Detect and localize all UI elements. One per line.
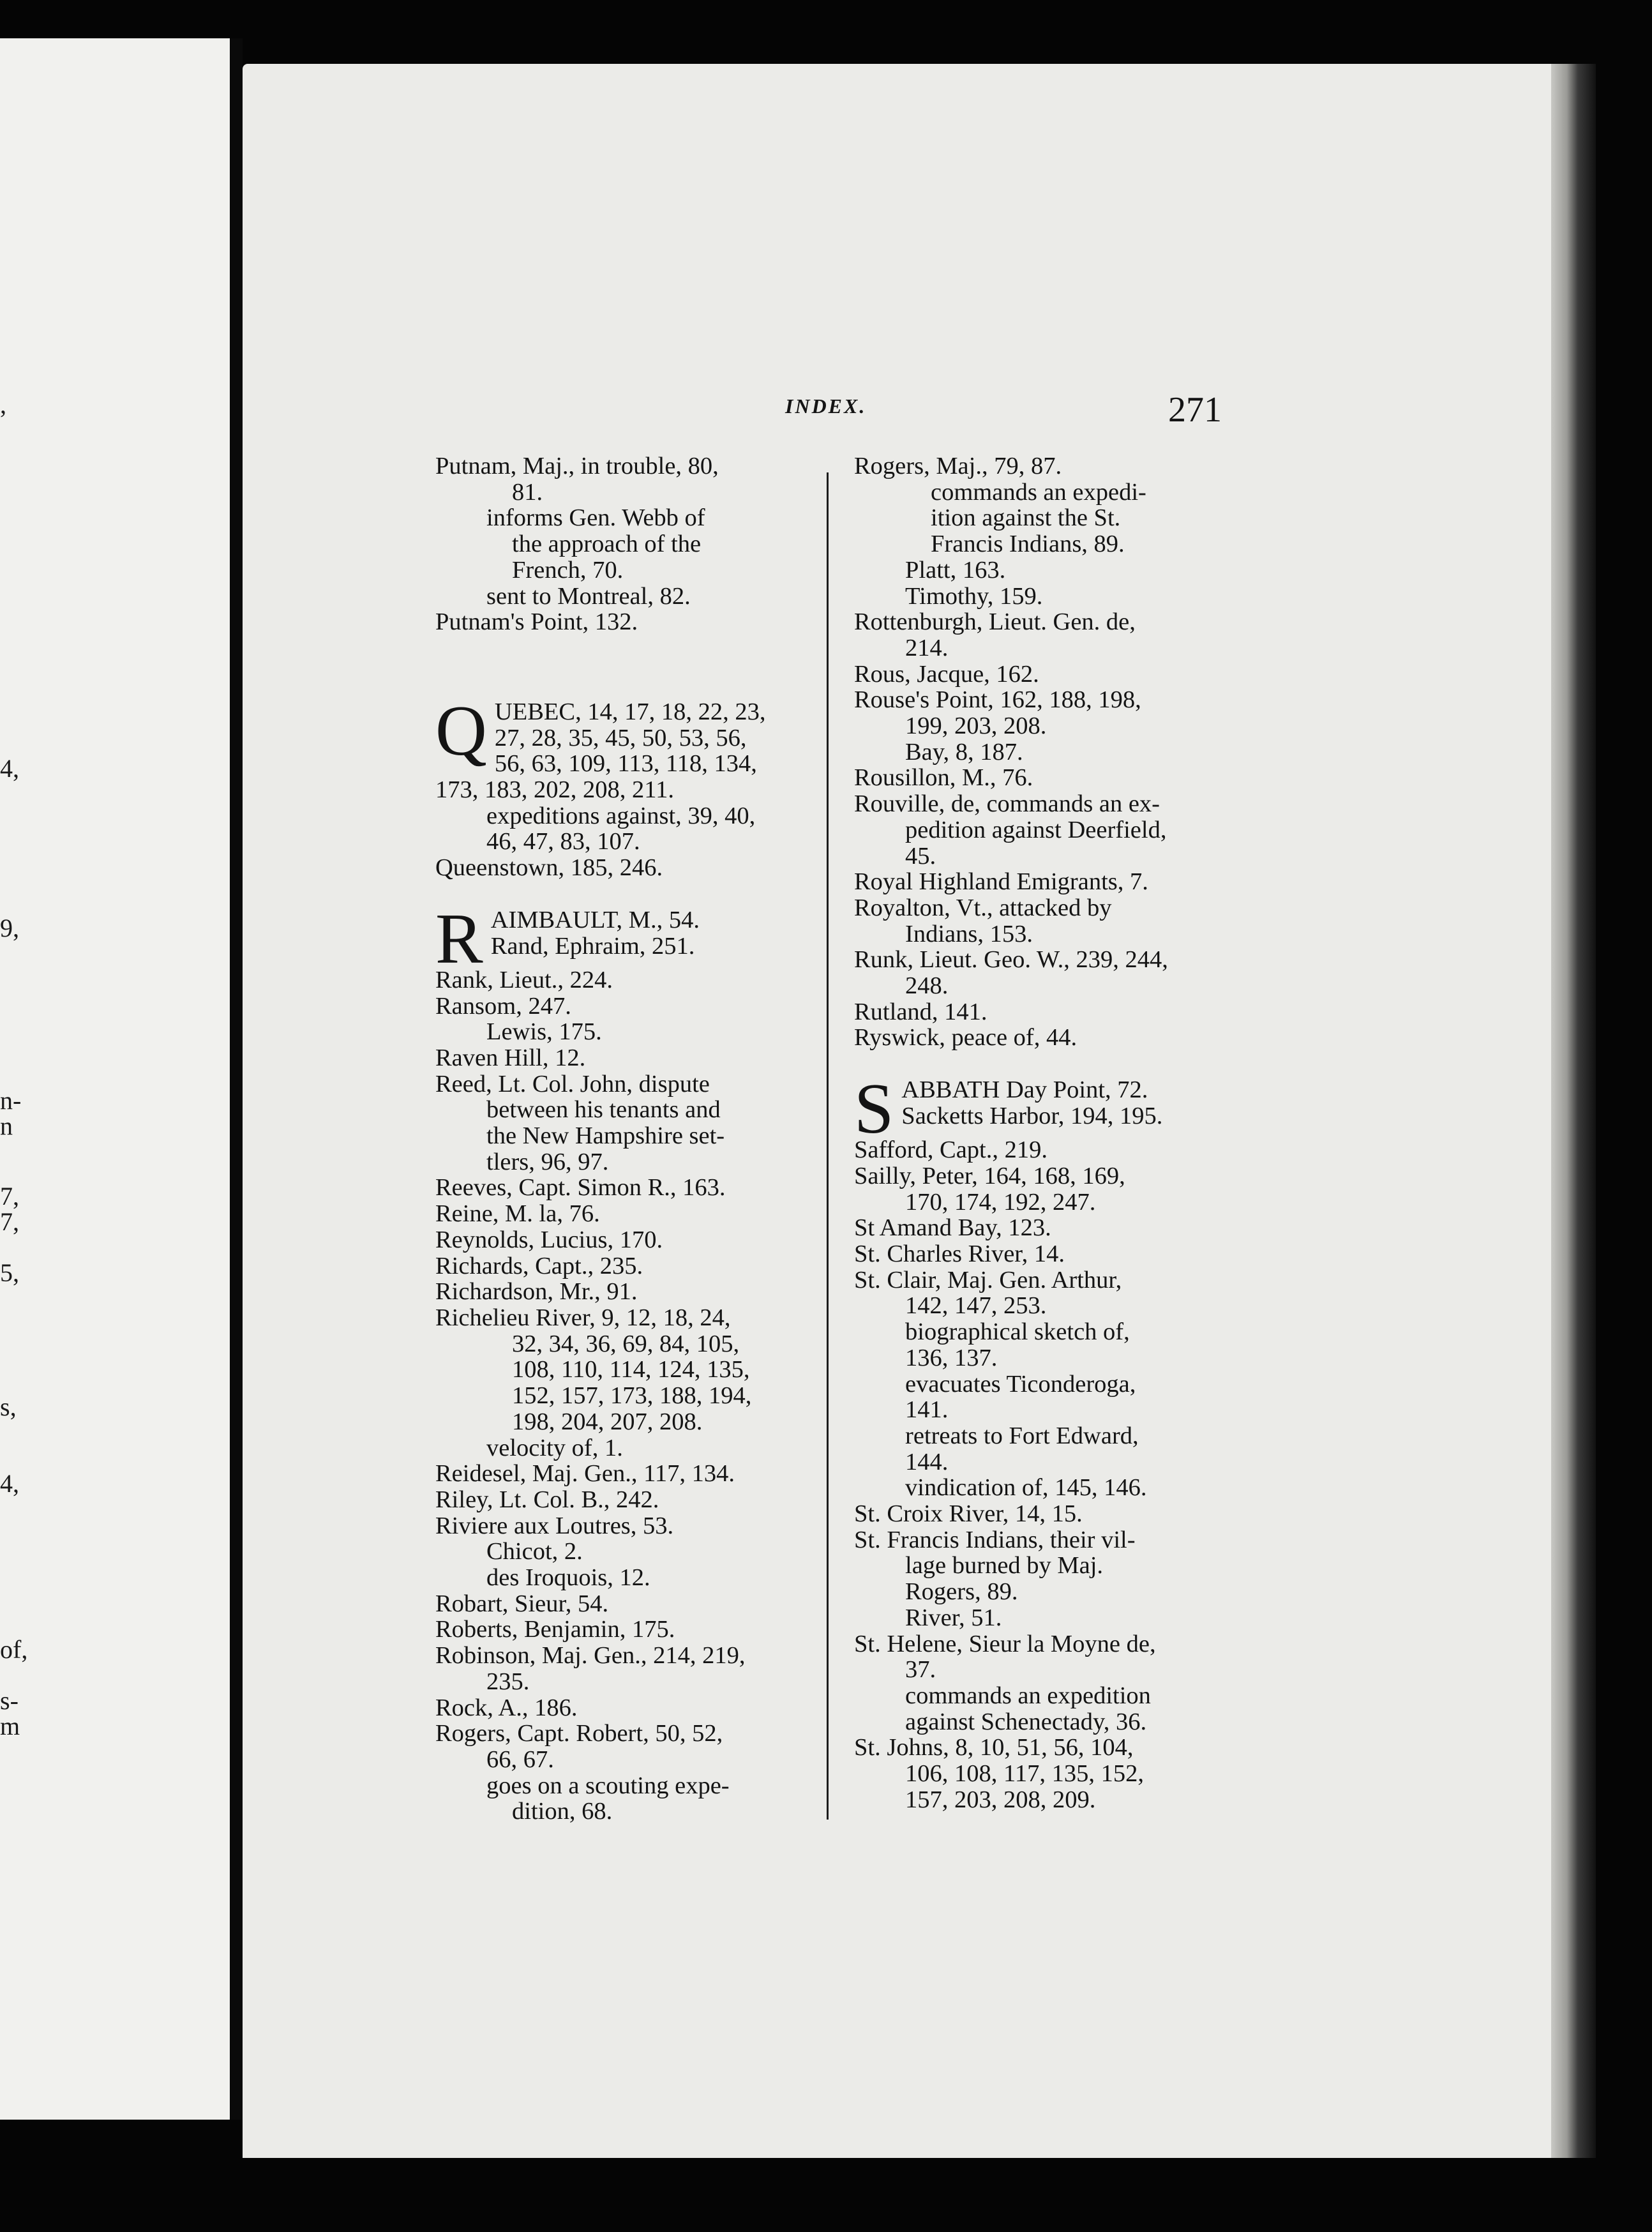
margin-fragment: 7, [0,1182,19,1210]
margin-fragment: 4, [0,1469,19,1498]
index-entry-putnam [435,453,818,635]
index-line: Rottenburgh, Lieut. Gen. de, [854,608,1136,636]
index-line: St. Clair, Maj. Gen. Arthur, [854,1266,1122,1293]
index-subline: pedition against Deerfield, [905,816,1167,843]
index-line: Raven Hill, 12. [435,1044,586,1071]
index-line: Richelieu River, 9, 12, 18, 24, [435,1304,731,1331]
index-line: Reine, M. la, 76. [435,1200,600,1228]
drop-cap-r: R [435,899,483,979]
margin-fragment: n- [0,1086,22,1115]
index-subline: 106, 108, 117, 135, 152, [905,1760,1144,1788]
margin-fragment: 9, [0,914,19,942]
index-line: Safford, Capt., 219. [854,1136,1048,1164]
index-subline: Rogers, 89. [905,1578,1018,1606]
index-column-left [435,453,818,1825]
index-line: Rank, Lieut., 224. [435,966,613,993]
index-line: St. Charles River, 14. [854,1240,1065,1267]
index-line: UEBEC, 14, 17, 18, 22, 23, [494,698,766,725]
index-subline: 46, 47, 83, 107. [486,828,640,856]
index-line: Rogers, Maj., 79, 87. [854,453,1062,479]
running-head: INDEX. [785,395,867,418]
column-rule [827,472,829,1820]
index-subline: Timothy, 159. [905,582,1043,610]
index-line: Queenstown, 185, 246. [435,854,663,882]
index-subline: 142, 147, 253. [905,1292,1047,1320]
index-line: Rock, A., 186. [435,1694,578,1721]
index-line: St. Johns, 8, 10, 51, 56, 104, [854,1734,1134,1761]
page-edge [1551,64,1596,2158]
index-subline: Chicot, 2. [486,1538,583,1565]
index-subline: 136, 137. [905,1344,998,1371]
index-line: Richards, Capt., 235. [435,1252,643,1279]
index-line: Reidesel, Maj. Gen., 117, 134. [435,1460,735,1488]
index-line: Rutland, 141. [854,998,987,1025]
index-line: Putnam, Maj., in trouble, 80, [435,453,719,479]
index-line: Reeves, Capt. Simon R., 163. [435,1174,726,1202]
drop-cap-s: S [854,1069,894,1149]
index-line: Roberts, Benjamin, 175. [435,1616,675,1643]
index-subline: 66, 67. [486,1746,554,1773]
index-subline: 37. [905,1656,936,1684]
index-line: Riley, Lt. Col. B., 242. [435,1486,659,1513]
drop-cap-q: Q [435,691,487,771]
facing-page [0,38,230,2120]
index-line: Reynolds, Lucius, 170. [435,1226,663,1253]
index-page [243,64,1551,2158]
book-gutter [230,38,243,2120]
index-subline: retreats to Fort Edward, [905,1422,1139,1449]
index-line: Sacketts Harbor, 194, 195. [901,1102,1163,1129]
margin-fragment: , [0,390,6,419]
index-line: Putnam's Point, 132. [435,608,638,636]
index-line: Runk, Lieut. Geo. W., 239, 244, [854,946,1168,974]
index-subline: 108, 110, 114, 124, 135, [512,1356,750,1384]
index-subline: 157, 203, 208, 209. [905,1786,1096,1813]
margin-fragment: of, [0,1635,28,1664]
index-subline: 141. [905,1396,949,1424]
page-number: 271 [1168,390,1222,430]
index-subline: Lewis, 175. [486,1018,602,1046]
index-column-right [854,453,1237,1813]
index-subline: 170, 174, 192, 247. [905,1188,1096,1216]
index-subline: commands an expedition [905,1682,1151,1709]
index-line: Rouville, de, commands an ex- [854,790,1160,818]
margin-fragment: 7, [0,1207,19,1236]
index-section-s [854,1069,1237,1813]
index-entry-list [854,1137,1237,1813]
index-line: St. Francis Indians, their vil- [854,1526,1136,1553]
index-section-q [435,691,818,882]
index-subline: the approach of the [512,531,702,558]
index-line: Royalton, Vt., attacked by [854,894,1112,921]
index-subline: ition against the St. [931,504,1121,532]
index-subline: River, 51. [905,1604,1002,1631]
index-subline: velocity of, 1. [486,1434,623,1461]
index-line: Reed, Lt. Col. John, dispute [435,1070,710,1097]
index-line: Rous, Jacque, 162. [854,660,1039,688]
index-subline: 198, 204, 207, 208. [512,1408,703,1435]
margin-fragment: 4, [0,754,19,783]
index-subline: Bay, 8, 187. [905,738,1023,765]
facing-page-margin-text [0,38,26,2120]
index-subline: expeditions against, 39, 40, [486,802,756,829]
index-subline: 144. [905,1448,949,1475]
index-subline: against Schenectady, 36. [905,1708,1147,1735]
margin-fragment: s, [0,1392,17,1421]
index-line: Royal Highland Emigrants, 7. [854,868,1148,896]
index-subline: Indians, 153. [905,920,1033,947]
index-line: St. Croix River, 14, 15. [854,1500,1083,1528]
index-line: Ryswick, peace of, 44. [854,1024,1078,1052]
index-line: Rogers, Capt. Robert, 50, 52, [435,1720,723,1747]
margin-fragment: n [0,1112,13,1140]
index-entry-list [435,967,818,1825]
index-line: Riviere aux Loutres, 53. [435,1512,674,1539]
index-subline: 214. [905,634,949,661]
index-subline: biographical sketch of, [905,1318,1130,1346]
index-line: AIMBAULT, M., 54. [490,906,700,933]
index-line: St Amand Bay, 123. [854,1214,1051,1242]
index-subline: Platt, 163. [905,556,1006,584]
margin-fragment: 5, [0,1258,19,1287]
index-subline: 235. [486,1668,530,1695]
index-subline: dition, 68. [512,1798,613,1825]
index-line: 81. [512,478,543,506]
index-line: Rousillon, M., 76. [854,764,1033,792]
index-subline: des Iroquois, 12. [486,1564,650,1592]
margin-fragment: m [0,1712,20,1740]
index-line: Rand, Ephraim, 251. [490,932,695,960]
index-subline: goes on a scouting expe- [486,1772,730,1799]
index-line: Robinson, Maj. Gen., 214, 219, [435,1642,746,1670]
margin-fragment: s- [0,1686,19,1715]
index-subline: informs Gen. Webb of [486,504,705,532]
index-line: Sailly, Peter, 164, 168, 169, [854,1162,1125,1189]
index-subline: 32, 34, 36, 69, 84, 105, [512,1330,740,1357]
index-subline: lage burned by Maj. [905,1552,1104,1580]
index-subline: sent to Montreal, 82. [486,582,691,610]
index-line: ABBATH Day Point, 72. [901,1076,1148,1104]
index-entry-list [854,453,1237,1051]
index-line: 27, 28, 35, 45, 50, 53, 56, [494,724,747,751]
index-line: Robart, Sieur, 54. [435,1590,609,1617]
index-line: Rouse's Point, 162, 188, 198, [854,686,1141,714]
index-subline: 152, 157, 173, 188, 194, [512,1382,752,1410]
index-section-r [435,899,818,1825]
index-subline: 45. [905,842,936,870]
index-line: 173, 183, 202, 208, 211. [435,776,674,804]
index-line: St. Helene, Sieur la Moyne de, [854,1630,1156,1657]
index-subline: French, 70. [512,556,624,584]
index-subline: tlers, 96, 97. [486,1148,609,1175]
index-line: 56, 63, 109, 113, 118, 134, [494,750,757,778]
index-subline: commands an expedi- [931,478,1146,506]
index-line: Ransom, 247. [435,992,571,1020]
index-subline: evacuates Ticonderoga, [905,1370,1136,1398]
index-subline: the New Hampshire set- [486,1122,725,1150]
index-line: Richardson, Mr., 91. [435,1278,638,1306]
index-subline: 199, 203, 208. [905,713,1047,740]
index-subline: vindication of, 145, 146. [905,1474,1147,1502]
index-subline: between his tenants and [486,1096,721,1124]
index-subline: 248. [905,972,949,1000]
index-subline: Francis Indians, 89. [931,531,1125,558]
